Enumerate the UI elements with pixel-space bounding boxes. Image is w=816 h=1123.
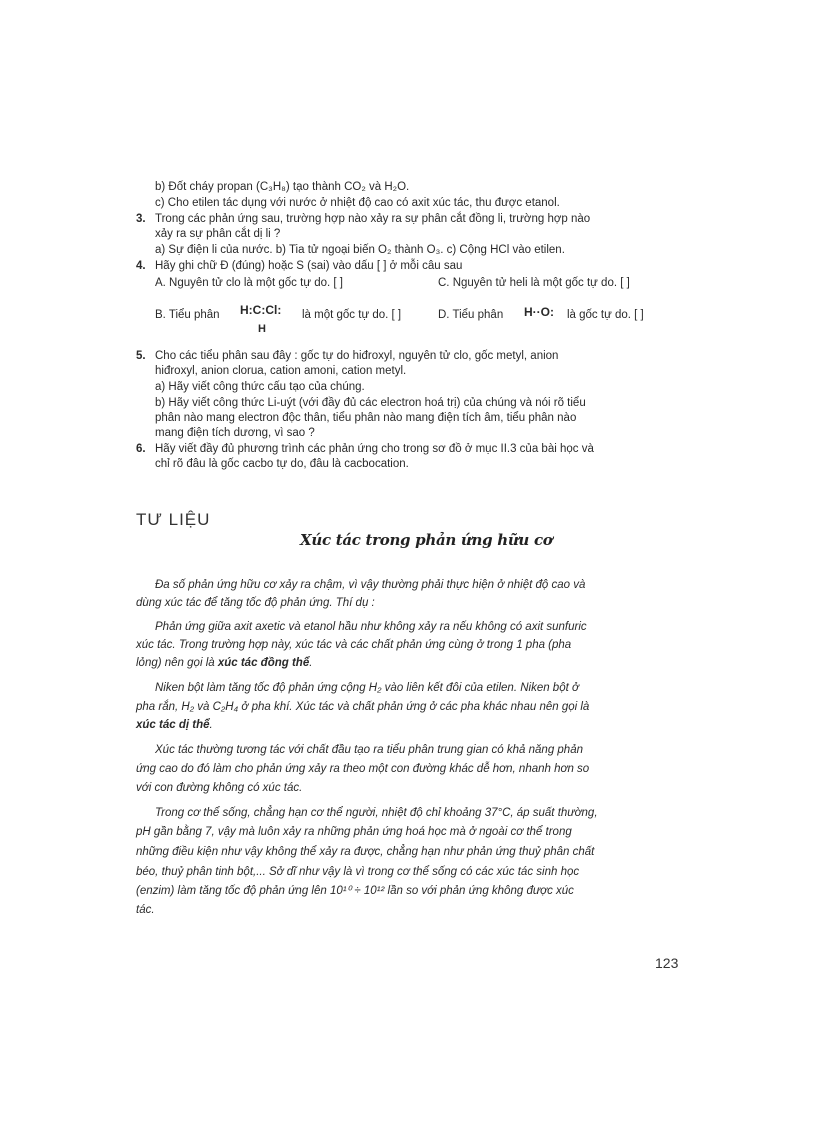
paragraph-5-line-3: những điều kiện như vậy không thể xảy ra được, chẳng hạn như phản ứng thuỷ phân chất — [136, 846, 595, 858]
paragraph-2-line-3 — [136, 656, 312, 670]
paragraph-5-line-5: (enzim) làm tăng tốc độ phản ứng lên 10¹⁰ ÷ 10¹² lần so với phản ứng không được xúc — [136, 885, 574, 897]
question-4-text: Hãy ghi chữ Đ (đúng) hoặc S (sai) vào dấu [ ] ở mỗi câu sau — [155, 260, 463, 272]
paragraph-3-line-3 — [136, 718, 213, 732]
exercise-2c: c) Cho etilen tác dụng với nước ở nhiệt độ cao có axit xúc tác, thu được etanol. — [155, 197, 560, 209]
paragraph-2-line-2: xúc tác. Trong trường hợp này, xúc tác và các chất phản ứng cùng ở trong 1 pha (pha — [136, 639, 572, 651]
question-4-option-d-post: là gốc tự do. [ ] — [567, 309, 644, 321]
paragraph-5-line-1: Trong cơ thể sống, chẳng hạn cơ thể người, nhiệt độ chỉ khoảng 37°C, áp suất thường, — [155, 807, 598, 819]
question-6-text-cont: chỉ rõ đâu là gốc cacbo tự do, đâu là cacbocation. — [155, 458, 409, 470]
question-4-option-a: A. Nguyên tử clo là một gốc tự do. [ ] — [155, 277, 343, 289]
paragraph-1-line-2: dùng xúc tác để tăng tốc độ phản ứng. Thí dụ : — [136, 597, 375, 609]
question-5-text-cont: hiđroxyl, anion clorua, cation amoni, cation metyl. — [155, 365, 407, 377]
paragraph-2-period: . — [309, 657, 313, 669]
paragraph-3-line-2: pha rắn, H₂ và C₂H₄ ở pha khí. Xúc tác và chất phản ứng ở các pha khác nhau nên gọi là — [136, 701, 590, 713]
paragraph-4-line-3: với con đường không có xúc tác. — [136, 782, 303, 794]
question-3-options: a) Sự điện li của nước. b) Tia tử ngoại biến O₂ thành O₃. c) Cộng HCl vào etilen. — [155, 244, 565, 256]
question-6-text: Hãy viết đầy đủ phương trình các phản ứng cho trong sơ đồ ở mục II.3 của bài học và — [155, 443, 594, 455]
question-6-number: 6. — [136, 443, 146, 455]
paragraph-4-line-2: ứng cao do đó làm cho phản ứng xảy ra theo một con đường khác dễ hơn, nhanh hơn so — [136, 763, 590, 775]
question-5-part-b-cont2: mang điện tích dương, vì sao ? — [155, 427, 315, 439]
question-5-part-b-cont: phân nào mang electron độc thân, tiểu phân nào mang điện tích âm, tiểu phân nào — [155, 412, 577, 424]
molecule-b-hydrogen: H — [258, 323, 266, 335]
paragraph-5-line-2: pH gần bằng 7, vậy mà luôn xảy ra những phản ứng hoá học mà ở ngoài cơ thể trong — [136, 826, 572, 838]
question-5-part-b: b) Hãy viết công thức Li-uýt (với đầy đủ các electron hoá trị) của chúng và nói rõ tiểu — [155, 397, 586, 409]
question-4-option-b-post: là một gốc tự do. [ ] — [302, 309, 402, 321]
paragraph-3-period: . — [209, 719, 213, 731]
page-number: 123 — [655, 955, 679, 971]
paragraph-1-line-1: Đa số phản ứng hữu cơ xảy ra chậm, vì vậy thường phải thực hiện ở nhiệt độ cao và — [155, 579, 586, 591]
term-homogeneous-catalysis: xúc tác đồng thể — [217, 657, 310, 669]
molecule-d-formula: H··O: — [524, 305, 554, 319]
question-4-option-c: C. Nguyên tử heli là một gốc tự do. [ ] — [438, 277, 630, 289]
question-5-number: 5. — [136, 350, 146, 362]
question-3-text: Trong các phản ứng sau, trường hợp nào xảy ra sự phân cắt đồng li, trường hợp nào — [155, 213, 591, 225]
paragraph-4-line-1: Xúc tác thường tương tác với chất đầu tạo ra tiểu phân trung gian có khả năng phản — [155, 744, 583, 756]
question-5-part-a: a) Hãy viết công thức cấu tạo của chúng. — [155, 381, 365, 393]
section-heading: TƯ LIỆU — [136, 510, 211, 529]
article-title: Xúc tác trong phản ứng hữu cơ — [300, 531, 553, 549]
question-4-option-b-pre: B. Tiểu phân — [155, 309, 220, 321]
question-4-number: 4. — [136, 260, 146, 272]
paragraph-3-line-1: Niken bột làm tăng tốc độ phản ứng cộng H₂ vào liên kết đôi của etilen. Niken bột ở — [155, 682, 579, 694]
question-5-text: Cho các tiểu phân sau đây : gốc tự do hiđroxyl, nguyên tử clo, gốc metyl, anion — [155, 350, 559, 362]
exercise-2b: b) Đốt cháy propan (C₃H₈) tạo thành CO₂ và H₂O. — [155, 181, 410, 193]
molecule-b-formula: H:C:Cl: — [240, 303, 282, 317]
question-3-number: 3. — [136, 213, 146, 225]
question-4-option-d-pre: D. Tiểu phân — [438, 309, 504, 321]
paragraph-5-line-4: béo, thuỷ phân tinh bột,... Sở dĩ như vậy là vì trong cơ thể sống có các xúc tác sinh học — [136, 866, 580, 878]
question-3-text-cont: xảy ra sự phân cắt dị li ? — [155, 228, 281, 240]
paragraph-2-text: lỏng) nên gọi là — [136, 657, 218, 669]
paragraph-5-line-6: tác. — [136, 904, 155, 916]
paragraph-2-line-1: Phản ứng giữa axit axetic và etanol hầu như không xảy ra nếu không có axit sunfuric — [155, 621, 587, 633]
term-heterogeneous-catalysis: xúc tác dị thể — [136, 719, 210, 731]
